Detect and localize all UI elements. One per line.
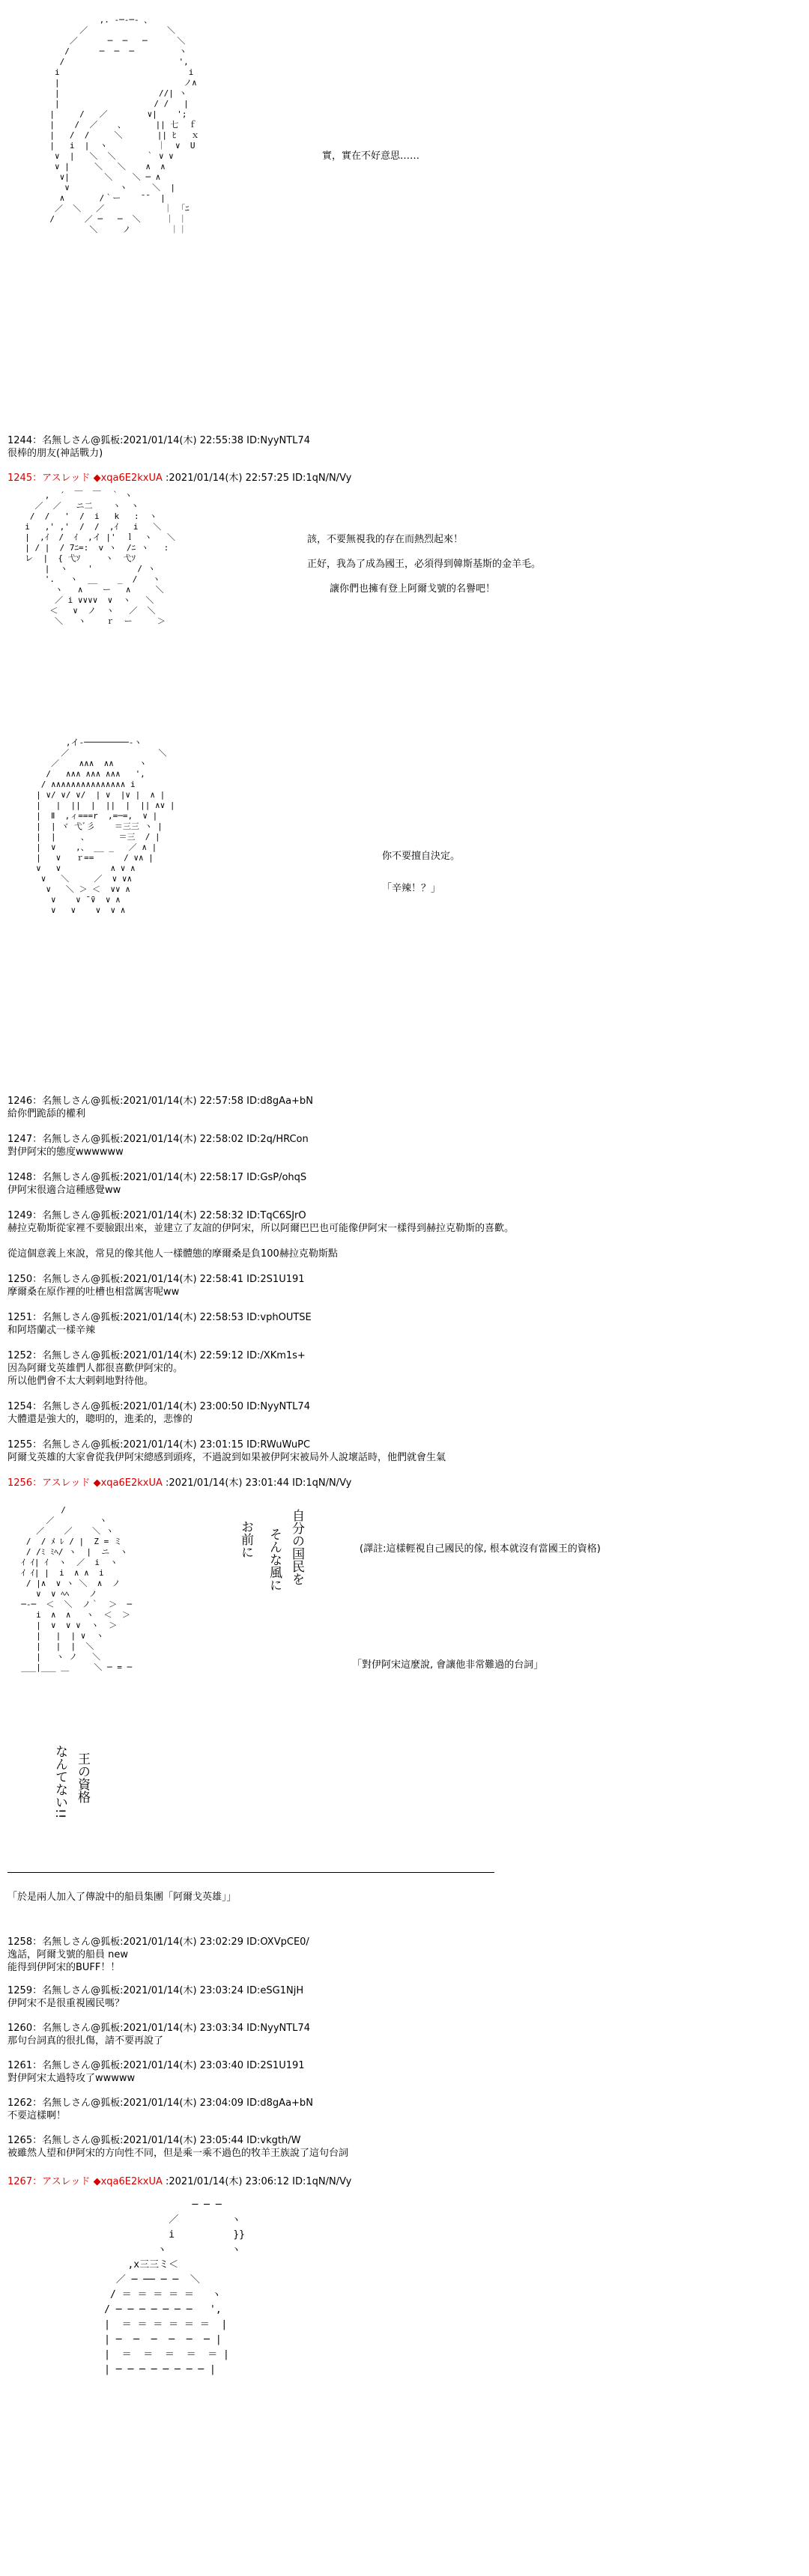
post-meta: :2021/01/14(木) 22:57:25 ID:1qN/N/Vy <box>162 473 352 484</box>
divider <box>7 1872 494 1873</box>
post-1267 <box>7 2175 794 2188</box>
post-header: 1261：名無しさん@狐板:2021/01/14(木) 23:03:40 ID:2S1U191 <box>7 2060 305 2071</box>
post-header: 1262：名無しさん@狐板:2021/01/14(木) 23:04:09 ID:d8gAa+bN <box>7 2097 313 2109</box>
post-body: 摩爾桑在原作裡的吐槽也相當厲害呢ww <box>7 1287 180 1298</box>
caption-4b: 「對伊阿宋這麼說, 會讓他非常難過的台詞」 <box>352 1659 544 1671</box>
post-header: 1259：名無しさん@狐板:2021/01/14(木) 23:03:24 ID:eSG1NjH <box>7 1985 304 1996</box>
vertical-text-2: そんな風に <box>267 1528 282 1591</box>
ascii-art-3: ,イ‐─────────‐ヽ ／ ＼ ／ ∧∧∧ ∧∧ ヽ / ∧∧∧ ∧∧∧ ∧∧∧ ', / ∧∧∧∧∧∧∧∧∧∧∧∧∧∧∧ i | ∨/ ∨/ ∨/ | ∨ |∨ | ∧ | | | || | || | || ∧∨ | | Ⅱ ,ィ===r ,=─=, ∨ | | | ヾ 弋ﾞ彡 ＝三三 ヽ | | | 、 ＝三 / | | ∨ ,、 __ _ ／ ∧ | | ∨ ｒ== / ∨∧ | ∨ ∨ ∧ ∨ ∧ ∨ ＼ ／ ∨ ∨∧ ∨ ＼ ＞ ＜ ∨∨ ∧ ∨ ∨ ̄ ̄∨ ∨ ∧ ∨ ∨ ∨ ∨ ∧ <box>36 738 175 915</box>
post-header: 1247：名無しさん@狐板:2021/01/14(木) 22:58:02 ID:2q/HRCon <box>7 1134 309 1145</box>
caption-2b: 正好，我為了成為國王，必須得到韓斯基斯的金羊毛。 <box>307 559 542 570</box>
vertical-text-3: お前に <box>238 1520 253 1558</box>
post-1249 <box>7 1209 794 1260</box>
post-body: 和阿塔蘭忒一樣辛辣 <box>7 1325 96 1336</box>
ascii-art-4: / ／ ヽ ／ ／ ＼ ヽ / / ﾒ ﾚ / | Z = ミ / /ﾐ ﾐﾍ/ ヽ | ニ ヽ ｲ ｲ| ｲ ヽ ／ i ヽ ｲ ｲ| | i ∧ ∧ i / |∧ ∨ ヽ ＼ ∧ ノ ∨ ∨ ﾍﾍ ノ ─-─ ＜ ＼ ノ｀ ＞ ─ i ∧ ∧ ヽ ＜ ＞ | ∨ ∨ ∨ ヽ ＞ | | | ∨ ヽ | | | ＼ | ヽ ノ ＼ ___|___ ＿ ＼ ─ = ─ <box>21 1505 133 1672</box>
post-header: 1258：名無しさん@狐板:2021/01/14(木) 23:02:29 ID:OXVpCE0/ <box>7 1936 309 1948</box>
post-header: 1246：名無しさん@狐板:2021/01/14(木) 22:57:58 ID:d8gAa+bN <box>7 1096 313 1107</box>
caption-3a: 你不要擅自決定。 <box>382 851 461 862</box>
post-header: 1249：名無しさん@狐板:2021/01/14(木) 22:58:32 ID:TqC6SJrO <box>7 1210 306 1221</box>
post-1252 <box>7 1349 794 1388</box>
post-1246 <box>7 1095 794 1120</box>
post-1251 <box>7 1311 794 1337</box>
post-body: 能得到伊阿宋的BUFF！！ <box>7 1962 121 1973</box>
post-1258 <box>7 1936 794 1974</box>
post-body: 很棒的朋友(神話戰力) <box>7 448 103 459</box>
caption-2a: 該，不要無視我的存在而熱烈起來！ <box>307 534 464 545</box>
post-body-spacer <box>7 1235 794 1248</box>
post-1260 <box>7 2022 794 2047</box>
post-1259 <box>7 1984 794 2010</box>
post-body: 所以他們會不太大剌剌地對待他。 <box>7 1376 154 1387</box>
post-body: 對伊阿宋太過特攻了wwwww <box>7 2073 136 2084</box>
post-1245 <box>7 472 794 484</box>
post-meta: :2021/01/14(木) 23:06:12 ID:1qN/N/Vy <box>162 2176 352 2187</box>
post-header: 1250：名無しさん@狐板:2021/01/14(木) 22:58:41 ID:2S1U191 <box>7 1274 305 1285</box>
caption-2c: 讓你們也擁有登上阿爾戈號的名譽吧！ <box>330 583 496 595</box>
post-1261 <box>7 2059 794 2085</box>
post-body: 阿爾戈英雄的大家會從我伊阿宋總感到頭疼，不過說到如果被伊阿宋被局外人說壞話時，他們就會生氣 <box>7 1452 446 1463</box>
post-1256 <box>7 1477 794 1489</box>
author-name[interactable]: 1256：アスレッド ◆xqa6E2kxUA <box>7 1477 163 1489</box>
ascii-art-2: , ´ ￣ ￣ ｀ ヽ ／ ／ ニ二 ヽ ヽ / / ' / i k : ヽ i ,' ,' / / ,ｲ i ＼ | ,ｲ / ｲ ,イ |' ｌ ヽ ＼ | / | / 7ﾆ=: v ヽ /ﾆ ヽ : レ | { 弋ｿ ヽ 弋ｿ | ヽ ' / ヽ '. ヽ __ _ / ヽ ヽ ∧ ー ∧ ＼ ／ i ∨∨∨∨ ∨ ヽ ＼ ＜ ∨ ノ ヽ ／ ＼ ＼ ヽ ｒ ー ＞ <box>25 490 175 626</box>
post-body: 伊阿宋很適合這種感覺ww <box>7 1185 121 1196</box>
post-body: 逸話，阿爾戈號的船員 new <box>7 1949 129 1960</box>
post-1254 <box>7 1400 794 1426</box>
post-header: 1248：名無しさん@狐板:2021/01/14(木) 22:58:17 ID:GsP/ohqS <box>7 1172 307 1183</box>
post-body: 赫拉克勒斯從家裡不要臉跟出來，並建立了友誼的伊阿宋，所以阿爾巴巴也可能像伊阿宋一樣得到赫拉克勒斯的喜歡。 <box>7 1223 515 1234</box>
caption-4c: 「於是兩人加入了傳說中的船員集團「阿爾戈英雄」」 <box>7 1892 237 1903</box>
caption-4a: (譯註:這樣輕視自己國民的傢, 根本就沒有當國王的資格) <box>360 1543 601 1555</box>
post-1247 <box>7 1133 794 1158</box>
post-meta: :2021/01/14(木) 23:01:44 ID:1qN/N/Vy <box>162 1477 352 1489</box>
post-body: 那句台詞真的很扎傷，請不要再說了 <box>7 2035 164 2047</box>
author-name[interactable]: 1267：アスレッド ◆xqa6E2kxUA <box>7 2176 163 2187</box>
post-body: 對伊阿宋的態度wwwwww <box>7 1146 124 1158</box>
vertical-text-5: なんてない!! <box>52 1745 67 1819</box>
post-header: 1260：名無しさん@狐板:2021/01/14(木) 23:03:34 ID:NyyNTL74 <box>7 2023 310 2034</box>
post-body: 不要這樣啊！ <box>7 2110 67 2121</box>
post-1248 <box>7 1171 794 1197</box>
post-header: 1251：名無しさん@狐板:2021/01/14(木) 22:58:53 ID:vphOUTSE <box>7 1312 312 1323</box>
post-1250 <box>7 1273 794 1298</box>
ascii-art-1: ,. -─‐─- 、 ／ ＼ ／ ─ ─ ─ ＼ / ─ ─ ─ ヽ / ', i i | ノ∧ | //| ヽ | / / | | / ／ ∨| '; | / ／ 、 || 七 ｆ | / / ＼ || ﾋ ｘ | i | ヽ ｜ ∨ U ∨ | ＼ ＼ ｀ ∨ ∨ ∨ | ＼ ＼ ∧ ∧ ∨| ＼ ＼ ─ ∧ ∨ ヽ ＼ | ∧ /｀ー ̄ ̄ | ／ ＼ ／ ｜ 「ﾆ / ／ ─ ─ ＼ ｜ ｜ ＼ ノ ｜｜ <box>49 15 200 234</box>
post-1244 <box>7 434 794 460</box>
post-body: 伊阿宋不是很重視國民嗎？ <box>7 1998 125 2009</box>
post-header: 1244：名無しさん@狐板:2021/01/14(木) 22:55:38 ID:NyyNTL74 <box>7 435 310 446</box>
post-body: 從這個意義上來說，常見的像其他人一樣體態的摩爾桑是負100赫拉克勒斯點 <box>7 1248 338 1260</box>
post-body: 大體還是強大的，聰明的，進柔的，悲慘的 <box>7 1414 193 1425</box>
caption-1: 實，實在不好意思…… <box>322 151 420 162</box>
author-name[interactable]: 1245：アスレッド ◆xqa6E2kxUA <box>7 473 163 484</box>
post-header: 1255：名無しさん@狐板:2021/01/14(木) 23:01:15 ID:RWuWuPC <box>7 1439 311 1450</box>
ascii-art-5: ─ ─ ─ ／ ヽ i }} ヽ ヽ ,x三三ミ＜ ／ ─ ── ─ ─ ＼ / ＝ ＝ ＝ ＝ ＝ ヽ / ─ ─ ─ ─ ─ ─ ─ ', | ＝ ＝ ＝ ＝ ＝ ＝ | | ─ ─ ─ ─ ─ ─ | | ＝ ＝ ＝ ＝ ＝ | | ─ ─ ─ ─ ─ ─ ─ ─ | <box>104 2199 245 2375</box>
post-body: 被雖然人望和伊阿宋的方向性不同，但是乘一乘不過色的牧羊王族說了這句台詞 <box>7 2148 349 2159</box>
post-header: 1254：名無しさん@狐板:2021/01/14(木) 23:00:50 ID:NyyNTL74 <box>7 1401 310 1412</box>
post-header <box>7 2175 794 2188</box>
post-body: 給你們跪舔的權利 <box>7 1108 86 1120</box>
post-body: 因為阿爾戈英雄們人都很喜歡伊阿宋的。 <box>7 1363 184 1374</box>
vertical-text-1: 自分の国民を <box>289 1509 304 1585</box>
caption-3b: 「辛辣！？」 <box>382 883 441 894</box>
post-header: 1265：名無しさん@狐板:2021/01/14(木) 23:05:44 ID:vkgth/W <box>7 2135 301 2146</box>
post-header <box>7 1477 794 1489</box>
post-header <box>7 472 794 484</box>
vertical-text-4: 王の資格 <box>75 1752 90 1803</box>
post-1265 <box>7 2134 794 2160</box>
post-1255 <box>7 1439 794 1464</box>
post-header: 1252：名無しさん@狐板:2021/01/14(木) 22:59:12 ID:/XKm1s+ <box>7 1350 306 1361</box>
post-1262 <box>7 2097 794 2122</box>
